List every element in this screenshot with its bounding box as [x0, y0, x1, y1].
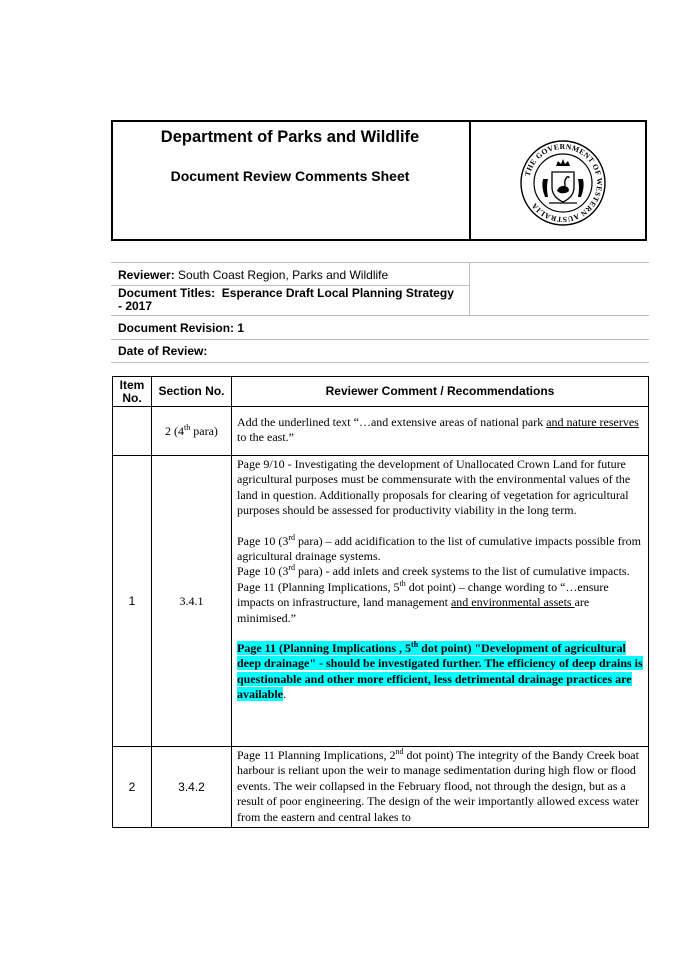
- review-comments-table: [112, 376, 649, 828]
- highlighted-comment: Page 11 (Planning Implications , 5th dot point) "Development of agricultural deep drainage" - should be investigated further. The efficiency of deep drains is questionable and other more efficient, less detrimental drainage practices are available.: [237, 640, 643, 702]
- comment-cell: Page 11 Planning Implications, 2nd dot point) The integrity of the Bandy Creek boat harbour is reliant upon the weir to manage sedimentation during high flow or flood events. The weir collapsed in the February flood, not through the design, but as a result of poor engineering. The design of the weir importantly allowed excess water from the eastern and central lakes to: [232, 747, 649, 828]
- info-top-rule: [111, 262, 649, 263]
- info-divider: [469, 262, 470, 315]
- table-row: [113, 747, 649, 828]
- government-seal-icon: [519, 139, 607, 227]
- document-titles-line: Document Titles: Esperance Draft Local Planning Strategy - 2017: [118, 286, 454, 313]
- section-cell: 3.4.1: [152, 456, 232, 747]
- reviewer-line: Reviewer: South Coast Region, Parks and Wildlife: [118, 268, 389, 282]
- item-cell: 1: [113, 456, 152, 747]
- item-cell: 2: [113, 747, 152, 828]
- info-rule-2: [111, 315, 649, 316]
- comment-cell: Page 9/10 - Investigating the development of Unallocated Crown Land for future agricultural purposes must be commensurate with the environmental values of the land in question. Additionally proposals for clearing of vegetation for agricultural purposes should be assessed for productivity viability in the long term. Page 10 (3rd para) – add acidification to the list of cumulative impacts possible from agricultural drainage systems. Page 10 (3rd para) - add inlets and creek systems to the list of cumulative impacts. Page 11 (Planning Implications, 5th dot point) – change wording to “…ensure impacts on infrastructure, land management and environmental assets are minimised.” Page 11 (Planning Implications , 5th dot point) "Development of agricultural deep drainage" - should be investigated further. The efficiency of deep drains is questionable and other more efficient, less detrimental drainage practices are available.: [232, 456, 649, 747]
- comment-cell: Add the underlined text “…and extensive areas of national park and nature reserves to the east.”: [232, 407, 649, 456]
- info-rule-3: [111, 339, 649, 340]
- column-header-comment: Reviewer Comment / Recommendations: [232, 377, 649, 407]
- table-header-row: [113, 377, 649, 407]
- header-divider: [469, 120, 471, 241]
- section-cell: 3.4.2: [152, 747, 232, 828]
- sheet-title: Document Review Comments Sheet: [170, 168, 410, 184]
- table-row: [113, 456, 649, 747]
- section-cell: 2 (4th para): [152, 407, 232, 456]
- date-of-review-line: Date of Review:: [118, 344, 208, 358]
- table-row: [113, 407, 649, 456]
- document-revision-line: Document Revision: 1: [118, 321, 245, 335]
- svg-text:THE GOVERNMENT OF WESTERN AUST: THE GOVERNMENT OF WESTERN AUSTRALIA: [522, 141, 605, 225]
- column-header-section: Section No.: [152, 377, 232, 407]
- column-header-item: Item No.: [113, 377, 152, 407]
- item-cell: [113, 407, 152, 456]
- info-rule-4: [111, 362, 649, 363]
- department-title: Department of Parks and Wildlife: [160, 128, 420, 146]
